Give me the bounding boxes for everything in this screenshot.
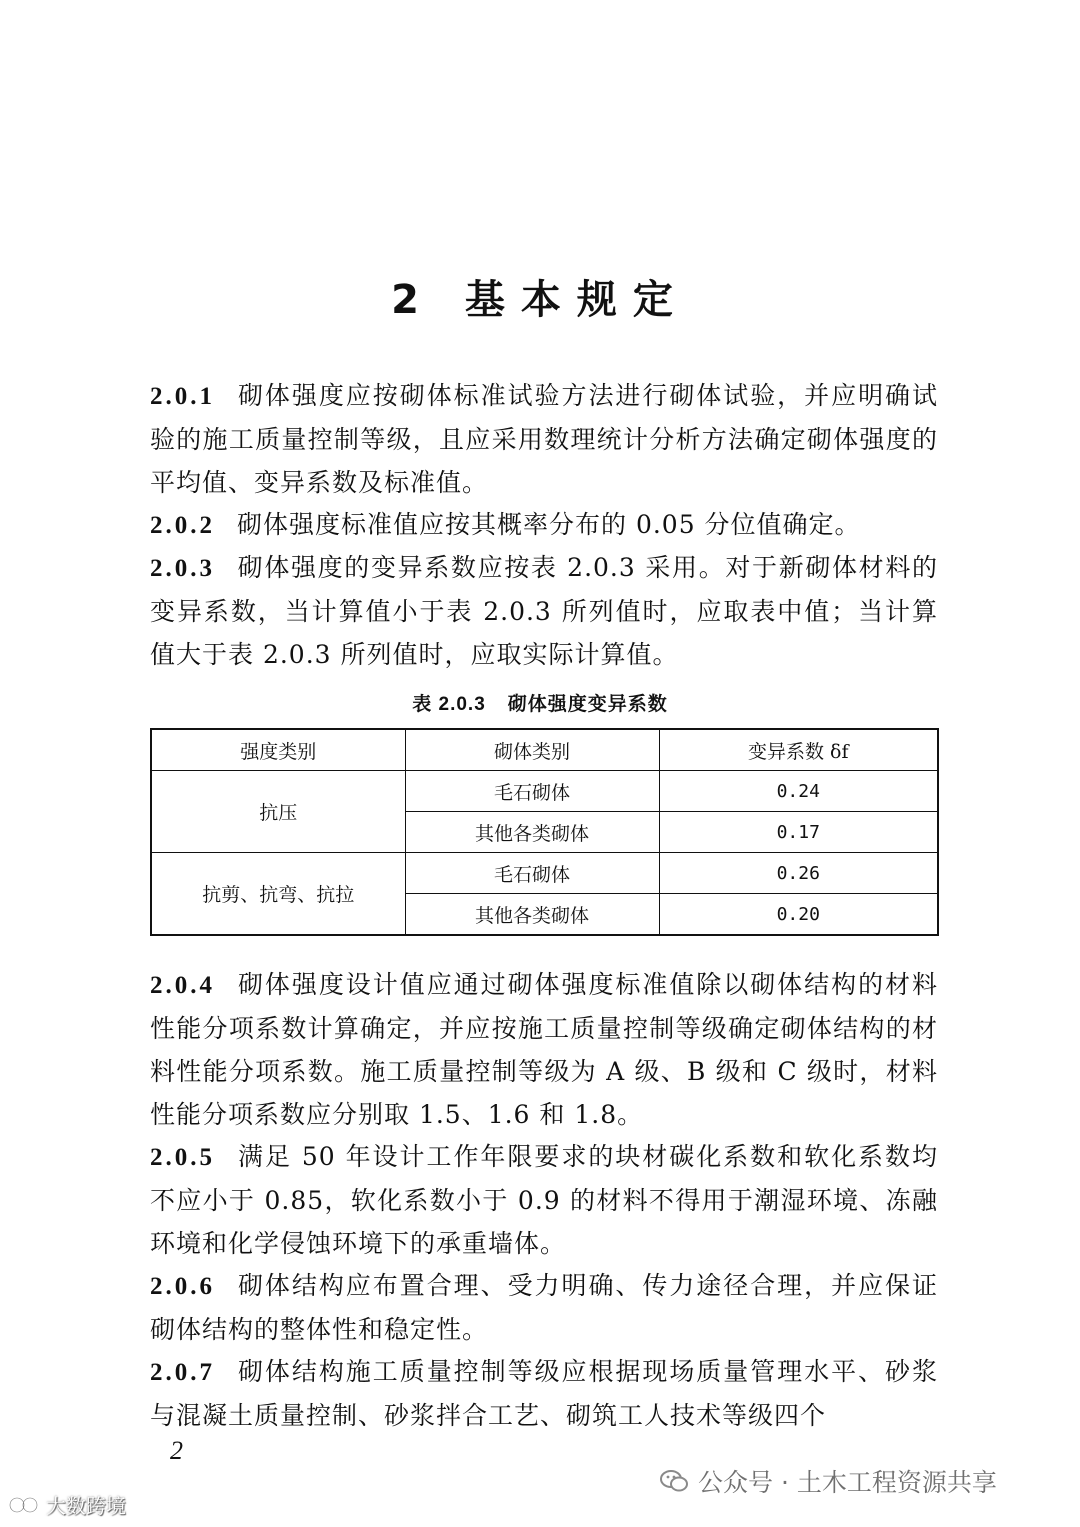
table-row xyxy=(151,771,938,812)
clause-text: 砌体强度设计值应通过砌体强度标准值除以砌体结构的材料性能分项系数计算确定，并应按施工质量控制等级确定砌体结构的材料性能分项系数。施工质量控制等级为 A 级、B 级和 C 级时，材料性能分项系数应分别取 1.5、1.6 和 1.8。 xyxy=(150,970,938,1129)
table-header-row xyxy=(151,729,938,771)
coefficient-value-cell: 0.20 xyxy=(659,894,938,936)
clause-number: 2.0.5 xyxy=(150,1144,215,1171)
clause-text: 砌体强度标准值应按其概率分布的 0.05 分位值确定。 xyxy=(237,510,861,539)
coefficient-value-cell: 0.24 xyxy=(659,771,938,812)
chapter-number: 2 xyxy=(391,277,435,323)
table-caption xyxy=(0,689,1080,716)
watermark-brand-text: 大数跨境 xyxy=(46,1494,126,1518)
clause-2-0-5 xyxy=(150,1135,938,1265)
clause-number: 2.0.2 xyxy=(150,512,215,539)
clause-2-0-3 xyxy=(150,546,938,676)
masonry-type-cell: 其他各类砌体 xyxy=(405,894,659,936)
chapter-title-text: 基本规定 xyxy=(464,277,689,323)
brand-logo-icon xyxy=(8,1494,42,1516)
coefficient-value-cell: 0.26 xyxy=(659,853,938,894)
clause-number: 2.0.6 xyxy=(150,1273,215,1300)
watermark-brand xyxy=(8,1490,126,1519)
clause-2-0-4 xyxy=(150,963,938,1136)
table-header-cell: 砌体类别 xyxy=(405,729,659,771)
strength-category-cell: 抗剪、抗弯、抗拉 xyxy=(151,853,405,936)
clause-2-0-2 xyxy=(150,503,938,547)
clause-text: 满足 50 年设计工作年限要求的块材碳化系数和软化系数均不应小于 0.85，软化系数小于 0.9 的材料不得用于潮湿环境、冻融环境和化学侵蚀环境下的承重墙体。 xyxy=(150,1142,938,1258)
masonry-type-cell: 毛石砌体 xyxy=(405,853,659,894)
wechat-icon xyxy=(660,1469,688,1493)
watermark-text: 公众号 · 土木工程资源共享 xyxy=(698,1468,997,1497)
table-caption-title: 砌体强度变异系数 xyxy=(507,693,668,715)
clause-number: 2.0.1 xyxy=(150,383,215,410)
masonry-type-cell: 毛石砌体 xyxy=(405,771,659,812)
table-caption-number: 表 2.0.3 xyxy=(412,694,486,715)
table-row xyxy=(151,853,938,894)
clause-2-0-6 xyxy=(150,1264,938,1351)
clause-number: 2.0.7 xyxy=(150,1359,215,1386)
clause-text: 砌体结构施工质量控制等级应根据现场质量管理水平、砂浆与混凝土质量控制、砂浆拌合工艺、砌筑工人技术等级四个 xyxy=(150,1357,938,1430)
clause-2-0-1 xyxy=(150,374,938,504)
watermark-wechat xyxy=(660,1463,997,1499)
strength-category-cell: 抗压 xyxy=(151,771,405,853)
table-header-cell: 变异系数 δf xyxy=(659,729,938,771)
chapter-title xyxy=(0,268,1080,325)
clause-number: 2.0.3 xyxy=(150,555,215,582)
clause-number: 2.0.4 xyxy=(150,972,215,999)
coefficient-value-cell: 0.17 xyxy=(659,812,938,853)
clause-text: 砌体结构应布置合理、受力明确、传力途径合理，并应保证砌体结构的整体性和稳定性。 xyxy=(150,1271,938,1344)
masonry-type-cell: 其他各类砌体 xyxy=(405,812,659,853)
coefficient-table xyxy=(150,728,939,936)
clause-text: 砌体强度应按砌体标准试验方法进行砌体试验，并应明确试验的施工质量控制等级，且应采用数理统计分析方法确定砌体强度的平均值、变异系数及标准值。 xyxy=(150,381,938,497)
clause-2-0-7 xyxy=(150,1350,938,1437)
table-header-cell: 强度类别 xyxy=(151,729,405,771)
page-number: 2 xyxy=(170,1436,183,1465)
clause-text: 砌体强度的变异系数应按表 2.0.3 采用。对于新砌体材料的变异系数，当计算值小于表 2.0.3 所列值时，应取表中值；当计算值大于表 2.0.3 所列值时，应取实际计算值。 xyxy=(150,553,938,669)
